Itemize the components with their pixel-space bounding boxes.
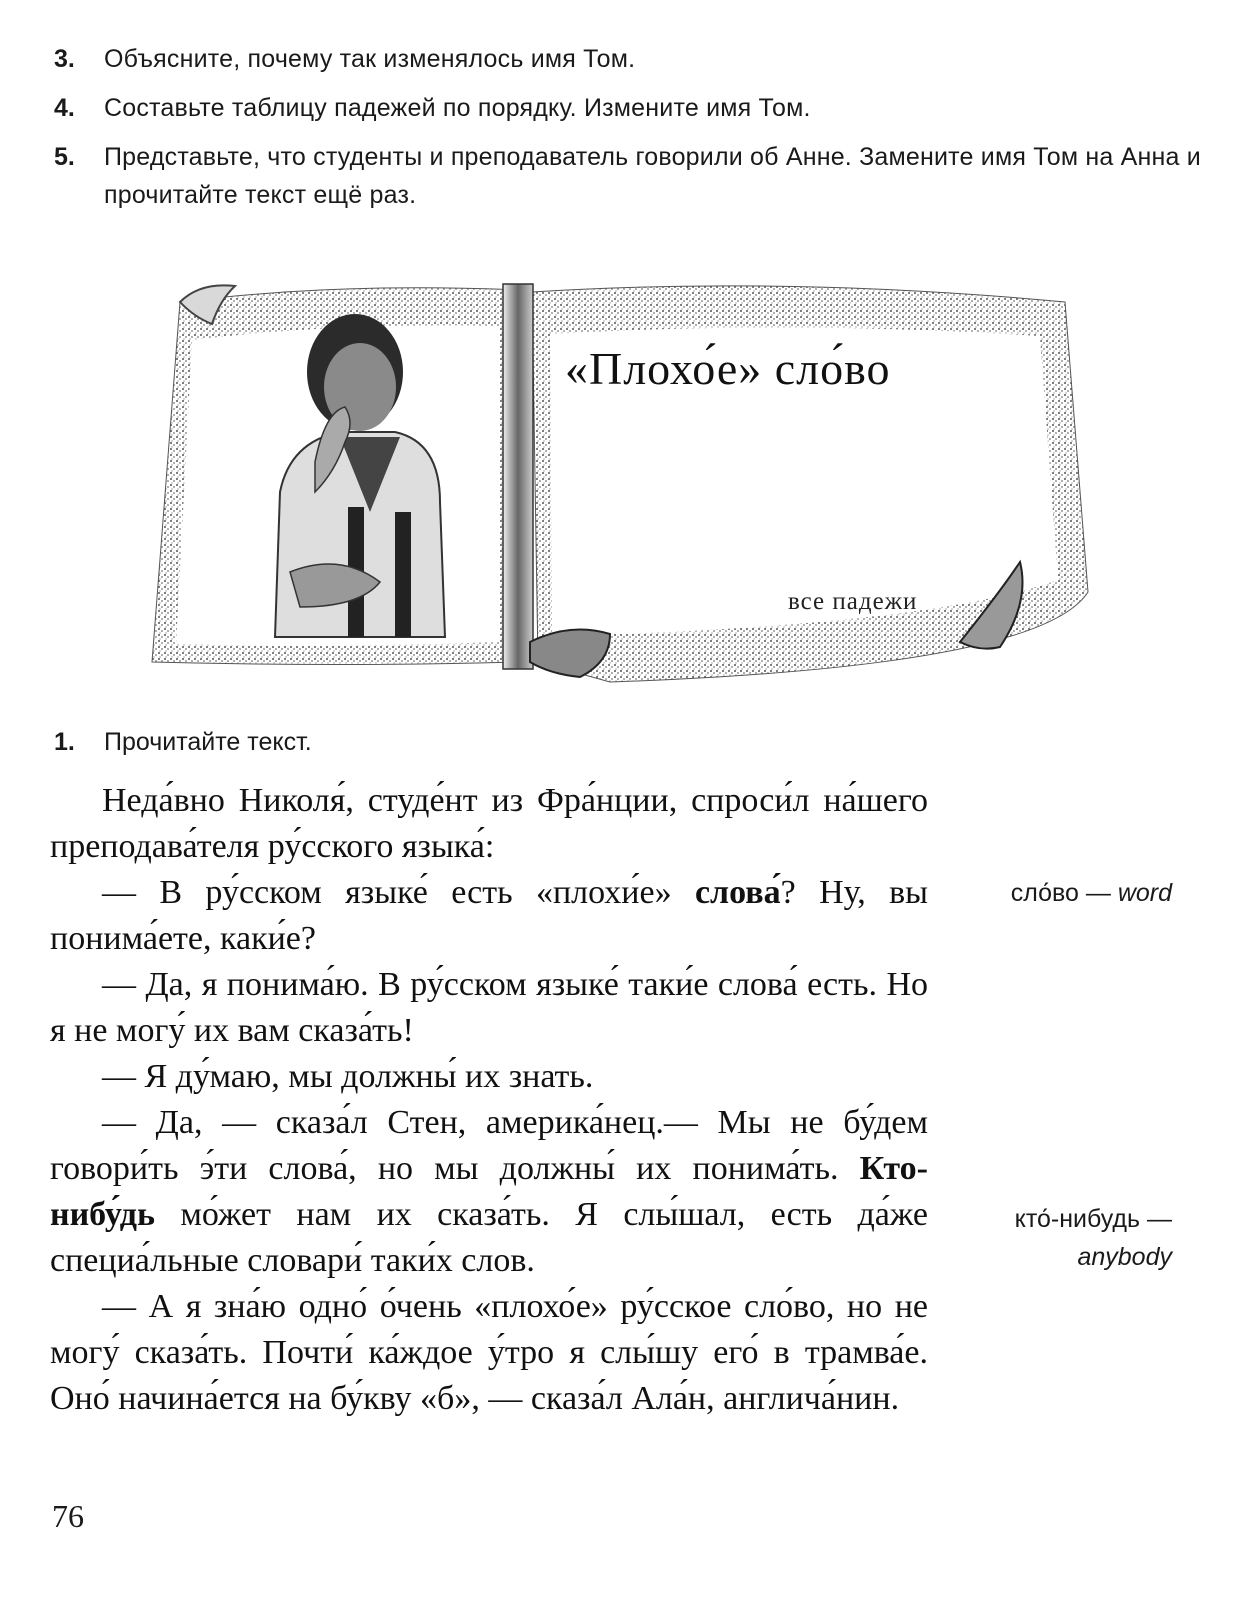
task-number: 5. [54, 143, 75, 171]
paragraph-6: — А я зна́ю одно́ о́чень «плохо́е» ру́сское сло́во, но не могу́ сказа́ть. Почти́ ка́ждое у́тро я слы́шу его́ в трамва́е. Оно́ начина́ется на бу́кву «б», — сказа́л Ала́н, англича́нин. [50, 1288, 928, 1417]
bold-word-slova: слова́ [694, 874, 781, 911]
exercise-1 [54, 728, 312, 757]
top-tasks [54, 40, 1204, 225]
paragraph-3: — Да, я понима́ю. В ру́сском языке́ таки́е слова́ есть. Но я не могу́ их вам сказа́ть! [50, 966, 928, 1049]
scroll-frame-illustration [140, 262, 1100, 697]
glossary-slovo: сло́во — word [1010, 879, 1172, 907]
task-text: Представьте, что студенты и преподаватель говорили об Анне. Замените имя Том на Анна и прочитайте текст ещё раз. [104, 143, 1201, 209]
paragraph-4: — Я ду́маю, мы должны́ их знать. [102, 1058, 594, 1095]
lesson-banner [140, 262, 1100, 697]
reading-text [50, 778, 928, 1422]
banner-title: «Плохо́е» сло́во [565, 343, 891, 394]
task-number: 4. [54, 94, 75, 122]
task-3 [54, 40, 1204, 78]
banner-subtitle: все падежи [788, 588, 918, 615]
task-5 [54, 138, 1204, 214]
page-number: 76 [52, 1498, 84, 1534]
task-number: 3. [54, 45, 75, 73]
paragraph-5: — Да, — сказа́л Стен, америка́нец.— Мы не бу́дем говори́ть э́ти слова́, но мы должны́ их понима́ть. Кто-нибу́дь мо́жет нам их сказа́ть. Я слы́шал, есть да́же специа́льные словари́ таки́х слов. [50, 1104, 928, 1279]
glossary-kto-nibud: кто́-нибудь — anybody [1014, 1205, 1172, 1271]
task-text: Составьте таблицу падежей по порядку. Измените имя Том. [104, 94, 811, 122]
paragraph-2: — В ру́сском языке́ есть «плохи́е» слова́? Ну, вы понима́ете, каки́е? [50, 874, 928, 957]
bold-word-kto-nibud: Кто-нибу́дь [50, 1150, 928, 1233]
exercise-instruction: Прочитайте текст. [104, 728, 312, 756]
task-text: Объясните, почему так изменялось имя Том. [104, 45, 636, 73]
task-4 [54, 89, 1204, 127]
paragraph-1: Неда́вно Николя́, студе́нт из Фра́нции, спроси́л на́шего преподава́теля ру́сского языка́: [50, 782, 928, 865]
exercise-number: 1. [54, 728, 75, 756]
